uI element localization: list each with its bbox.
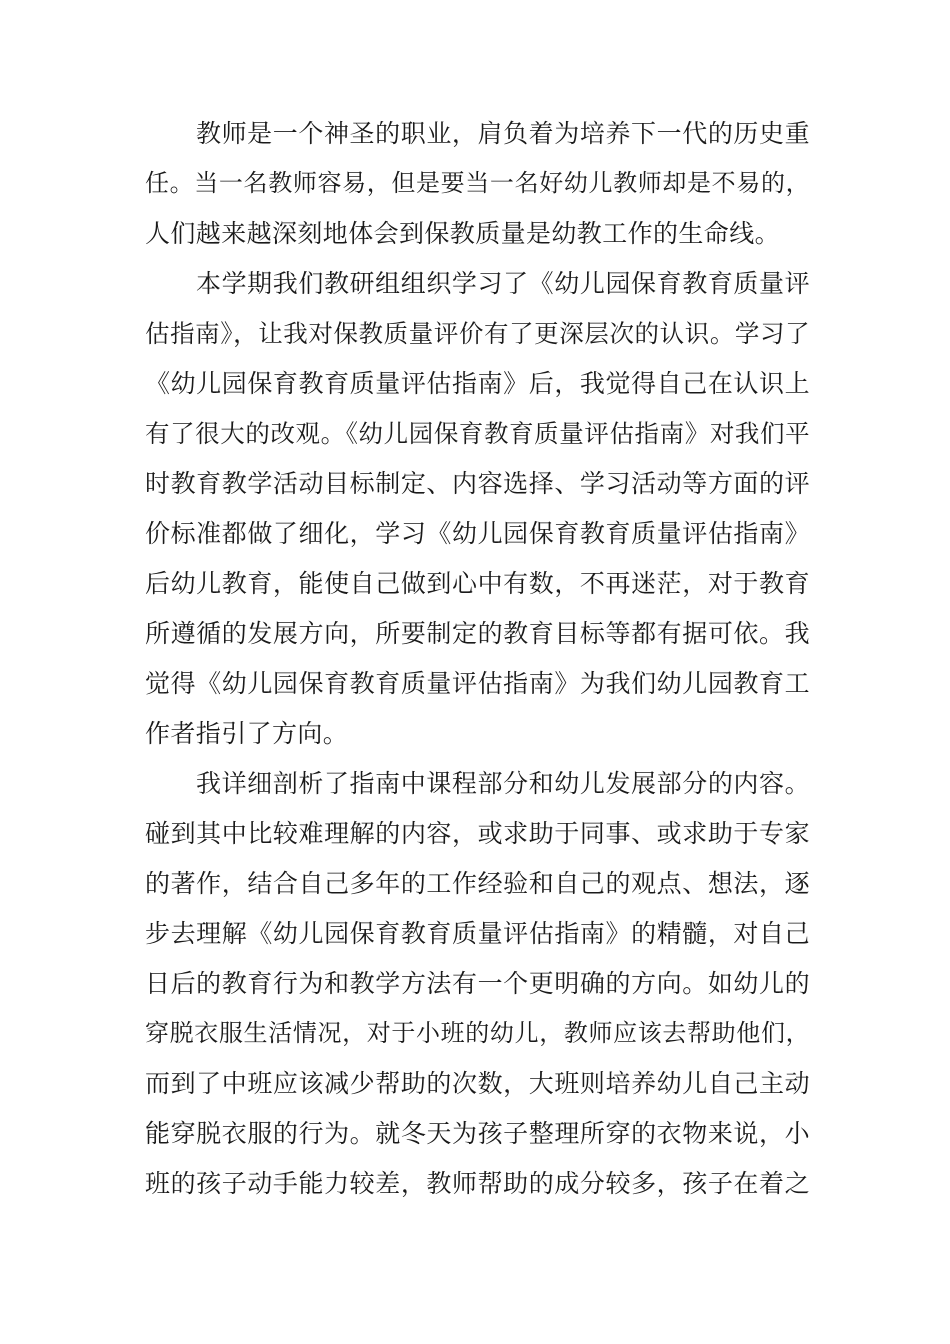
text-line: 后幼儿教育，能使自己做到心中有数，不再迷茫，对于教育 [145, 569, 810, 598]
text-line: 步去理解《幼儿园保育教育质量评估指南》的精髓，对自己 [145, 919, 810, 948]
text-line: 而到了中班应该减少帮助的次数，大班则培养幼儿自己主动 [145, 1069, 810, 1098]
text-line: 人们越来越深刻地体会到保教质量是幼教工作的生命线。 [145, 219, 781, 248]
text-line: 教师是一个神圣的职业，肩负着为培养下一代的历史重 [196, 119, 810, 148]
text-line: 穿脱衣服生活情况，对于小班的幼儿，教师应该去帮助他们， [145, 1019, 810, 1047]
text-line: 所遵循的发展方向，所要制定的教育目标等都有据可依。我 [145, 619, 810, 648]
text-line: 能穿脱衣服的行为。就冬天为孩子整理所穿的衣物来说，小 [145, 1119, 810, 1148]
text-line: 作者指引了方向。 [145, 719, 349, 748]
text-line: 的著作，结合自己多年的工作经验和自己的观点、想法，逐 [145, 869, 810, 898]
text-line: 时教育教学活动目标制定、内容选择、学习活动等方面的评 [145, 469, 810, 498]
text-line: 碰到其中比较难理解的内容，或求助于同事、或求助于专家 [145, 819, 810, 848]
text-line: 任。当一名教师容易，但是要当一名好幼儿教师却是不易的， [145, 169, 810, 197]
text-line: 班的孩子动手能力较差，教师帮助的成分较多，孩子在着之 [145, 1169, 810, 1198]
text-line: 觉得《幼儿园保育教育质量评估指南》为我们幼儿园教育工 [145, 669, 810, 698]
text-line: 《幼儿园保育教育质量评估指南》后，我觉得自己在认识上 [145, 369, 810, 398]
text-line: 有了很大的改观。《幼儿园保育教育质量评估指南》对我们平 [145, 419, 810, 448]
text-line: 估指南》，让我对保教质量评价有了更深层次的认识。学习了 [145, 319, 810, 348]
text-line: 我详细剖析了指南中课程部分和幼儿发展部分的内容。 [196, 769, 810, 798]
text-line: 日后的教育行为和教学方法有一个更明确的方向。如幼儿的 [145, 969, 810, 998]
text-line: 价标准都做了细化，学习《幼儿园保育教育质量评估指南》 [145, 519, 810, 548]
text-line: 本学期我们教研组组织学习了《幼儿园保育教育质量评 [196, 269, 810, 298]
